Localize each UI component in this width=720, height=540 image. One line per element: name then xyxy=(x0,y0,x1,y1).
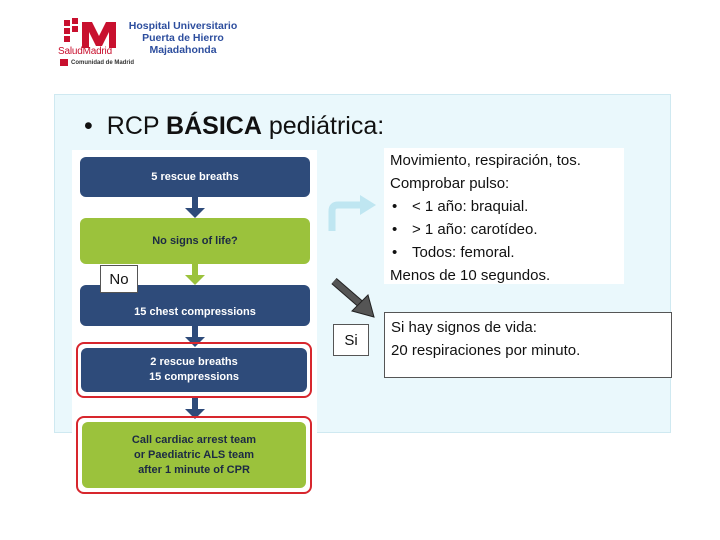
pulse-list xyxy=(390,195,618,264)
signs-of-life-note xyxy=(384,312,672,378)
pulse-list-item: • < 1 año: braquial. xyxy=(390,195,618,218)
flow-step-text: 15 chest compressions xyxy=(134,306,256,318)
down-arrow-icon xyxy=(182,197,208,219)
slide-title xyxy=(84,112,384,141)
note-line: Si hay signos de vida: xyxy=(391,319,537,336)
note-line: Comprobar pulso: xyxy=(390,175,510,192)
comunidad-text: Comunidad de Madrid xyxy=(71,59,134,66)
title-suffix: pediátrica: xyxy=(261,112,385,140)
curved-arrow-icon xyxy=(326,193,378,233)
note-line: Movimiento, respiración, tos. xyxy=(390,152,581,169)
title-bold: BÁSICA xyxy=(166,112,262,140)
no-label: No xyxy=(100,265,138,293)
flow-step-text: 5 rescue breaths xyxy=(151,170,239,183)
note-line: Menos de 10 segundos. xyxy=(390,267,551,284)
assessment-note xyxy=(384,148,624,284)
flow-step-no-signs xyxy=(80,218,310,264)
flow-step-text: after 1 minute of CPR xyxy=(138,463,250,476)
salud-madrid-text: SaludMadrid xyxy=(58,46,112,57)
flow-step-call-team xyxy=(82,422,306,488)
flow-step-text: 15 compressions xyxy=(149,371,239,383)
down-arrow-icon xyxy=(182,264,208,286)
flow-step-text: 2 rescue breaths xyxy=(150,356,238,368)
title-prefix: RCP xyxy=(106,112,167,140)
comunidad-madrid xyxy=(60,58,134,67)
bullet-icon: • xyxy=(84,112,93,140)
hospital-name xyxy=(127,20,239,56)
diagonal-arrow-icon xyxy=(330,277,380,321)
hospital-name-line: Hospital Universitario xyxy=(128,20,238,32)
hospital-name-line: Majadahonda xyxy=(149,44,217,56)
flow-step-text: No signs of life? xyxy=(152,234,238,247)
flow-step-breaths-compressions xyxy=(81,348,307,392)
pulse-list-item: • Todos: femoral. xyxy=(390,241,618,264)
flow-step-rescue-breaths xyxy=(80,157,310,197)
hospital-name-line: Puerta de Hierro xyxy=(142,32,224,44)
hospital-logo xyxy=(56,12,256,72)
si-label: Si xyxy=(333,324,369,356)
flow-step-text: or Paediatric ALS team xyxy=(133,448,255,461)
flow-step-text: Call cardiac arrest team xyxy=(131,433,257,446)
pbls-flowchart xyxy=(72,150,317,496)
pulse-list-item: • > 1 año: carotídeo. xyxy=(390,218,618,241)
comunidad-flag-icon xyxy=(60,59,68,66)
note-line: 20 respiraciones por minuto. xyxy=(391,342,581,359)
